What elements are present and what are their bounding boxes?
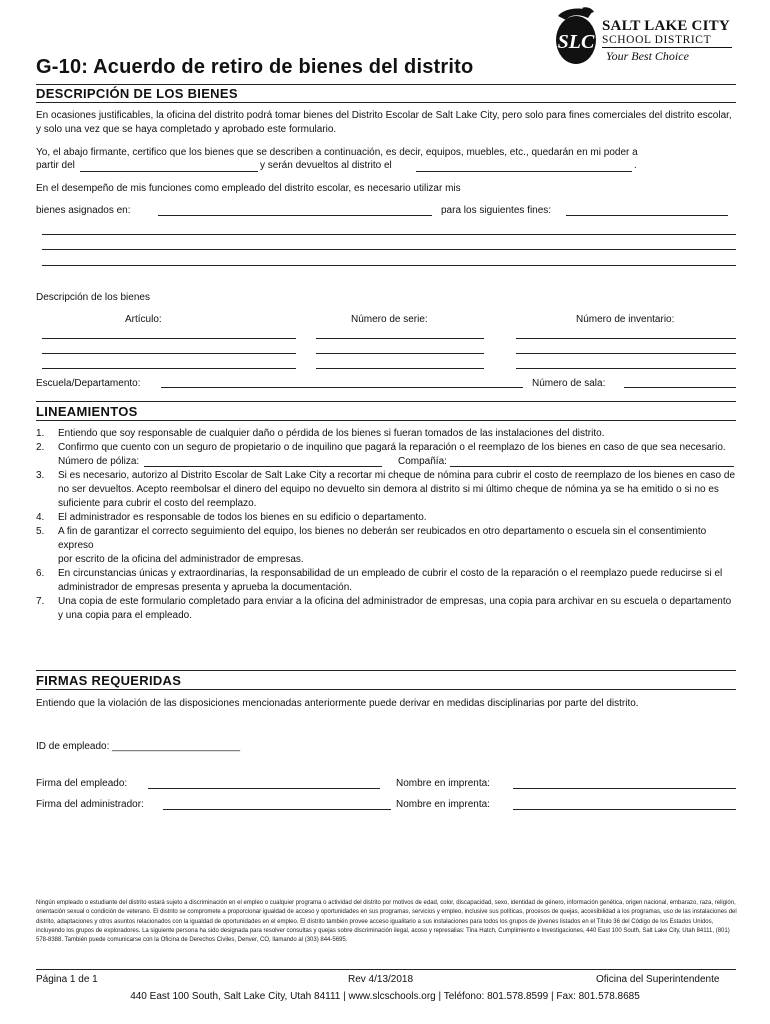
sala-label: Número de sala: <box>532 378 606 389</box>
desc-label: Descripción de los bienes <box>36 292 150 303</box>
guidelines-list <box>36 427 736 623</box>
list-item: 6. En circunstancias únicas y extraordinarias, la responsabilidad de un empleado de cubrir el costo de la reparación o el reemplazo puede reducirse si el administrador de empresas presenta y aprueba la documentación. <box>36 568 723 593</box>
articulo-field-3[interactable] <box>42 368 296 369</box>
district-address: 440 East 100 South, Salt Lake City, Utah 84111 | www.slcschools.org | Teléfono: 801.578.8599 | Fax: 801.578.8685 <box>130 991 640 1002</box>
revision-date: Rev 4/13/2018 <box>348 974 414 985</box>
logo-tagline: Your Best Choice <box>606 49 689 63</box>
col-inventario: Número de inventario: <box>576 314 675 325</box>
sala-field[interactable] <box>624 387 736 388</box>
articulo-field-1[interactable] <box>42 338 296 339</box>
poliza-field[interactable] <box>144 466 382 467</box>
logo-line2: SCHOOL DISTRICT <box>602 34 712 46</box>
page-title: G-10: Acuerdo de retiro de bienes del distrito <box>36 56 474 78</box>
logo-divider <box>602 47 732 48</box>
inventario-field-1[interactable] <box>516 338 736 339</box>
poliza-label: Número de póliza: <box>58 456 140 467</box>
office-name: Oficina del Superintendente <box>596 974 720 985</box>
fines-field[interactable] <box>566 215 728 216</box>
bienes-location-field[interactable] <box>158 215 432 216</box>
section-divider <box>36 84 736 85</box>
compania-label: Compañía: <box>398 456 447 467</box>
district-logo <box>552 6 748 68</box>
slc-monogram-icon <box>552 6 600 66</box>
footer-divider <box>36 969 736 970</box>
section-divider <box>36 401 736 402</box>
hasta-date-field[interactable] <box>416 171 632 172</box>
compania-field[interactable] <box>450 466 734 467</box>
duties-paragraph: En el desempeño de mis funciones como empleado del distrito escolar, es necesario utilizar mis <box>36 183 461 194</box>
bienes-label: bienes asignados en: <box>36 205 131 216</box>
desde-label: partir del <box>36 160 75 171</box>
list-item: 4. El administrador es responsable de todos los bienes en su edificio o departamento. <box>36 512 427 523</box>
hasta-label: y serán devueltos al distrito el <box>260 160 392 171</box>
fines-label: para los siguientes fines: <box>441 205 552 216</box>
section-divider <box>36 689 736 690</box>
section-divider <box>36 670 736 671</box>
list-item: 1. Entiendo que soy responsable de cualquier daño o pérdida de los bienes si fueran tomados de las instalaciones del distrito. <box>36 428 605 439</box>
desde-date-field[interactable] <box>80 171 258 172</box>
section-heading-firmas: FIRMAS REQUERIDAS <box>36 673 182 688</box>
employee-id-field[interactable]: ID de empleado: _______________________ <box>36 741 241 752</box>
list-item: 3. Si es necesario, autorizo al Distrito Escolar de Salt Lake City a recortar mi cheque de nómina para cubrir el costo de reemplazo de los bienes en caso de no ser devueltos. Acepto reembolsar el dinero del equipo no devuelto sin demora al distrito si mi último cheque de nómina ya se ha emitido o si no es suficiente para cubrir el costo del reemplazo. <box>36 470 736 509</box>
firma-admin-field[interactable] <box>163 809 391 810</box>
nombre-empleado-field[interactable] <box>513 788 736 789</box>
logo-line1: SALT LAKE CITY <box>602 18 730 34</box>
purpose-line-1[interactable] <box>42 234 736 235</box>
page-number: Página 1 de 1 <box>36 974 98 985</box>
purpose-line-3[interactable] <box>42 265 736 266</box>
section-divider <box>36 102 736 103</box>
certify-paragraph-line1: Yo, el abajo firmante, certifico que los bienes que se describen a continuación, es decir, equipos, muebles, etc., quedarán en mi poder a <box>36 147 638 158</box>
col-articulo: Artículo: <box>125 314 162 325</box>
inventario-field-2[interactable] <box>516 353 736 354</box>
articulo-field-2[interactable] <box>42 353 296 354</box>
escuela-label: Escuela/Departamento: <box>36 378 141 389</box>
violation-statement: Entiendo que la violación de las disposiciones mencionadas anteriormente puede derivar en medidas disciplinarias por parte del distrito. <box>36 698 639 709</box>
serie-field-2[interactable] <box>316 353 484 354</box>
nombre-admin-field[interactable] <box>513 809 736 810</box>
section-divider <box>36 420 736 421</box>
nombre-empleado-label: Nombre en imprenta: <box>396 778 490 789</box>
firma-empleado-label: Firma del empleado: <box>36 778 128 789</box>
serie-field-1[interactable] <box>316 338 484 339</box>
intro-paragraph: En ocasiones justificables, la oficina del distrito podrá tomar bienes del Distrito Escolar de Salt Lake City, pero solo para fines comerciales del distrito escolar, y solo una vez que se haya completado y aprobado este formulario. <box>36 110 732 135</box>
period-text: . <box>634 160 637 171</box>
list-item: 5. A fin de garantizar el correcto seguimiento del equipo, los bienes no deberán ser reubicados en otro departamento o escuela sin el consentimiento expreso por escrito de la oficina del administrador de empresas. <box>36 526 707 565</box>
nondiscrimination-disclaimer: Ningún empleado o estudiante del distrito estará sujeto a discriminación en el empleo o cualquier programa o actividad del distrito por motivos de edad, color, discapacidad, sexo, identidad de género, información genética, origen nacional, embarazo, raza, religión, orientación sexual o condición de veterano. El distrito se compromete a proporcionar igualdad de acceso y oportunidades en sus programas, servicios y empleo, inclusive sus políticas, procesos de quejas, accesibilidad a los programas, uso de las instalaciones del distrito, adaptaciones y otros asuntos relacionados con la igualdad de oportunidades en el empleo. El distrito también provee acceso igualitario a sus instalaciones para todos los grupos de jóvenes listados en el Título 36 del Código de los Estados Unidos, incluyendo los grupos de exploradores. La siguiente persona ha sido designada para resolver consultas y quejas sobre discriminación ilegal, acoso y represalias: Tina Hatch, Cumplimiento e Investigaciones, 440 East 100 South, Salt Lake City, Utah 84111, (801) 578-8388. También puede comunicarse con la Oficina de Derechos Civiles, Denver, CO, llamando al (303) 844-5695. <box>36 900 737 944</box>
escuela-field[interactable] <box>161 387 523 388</box>
firma-empleado-field[interactable] <box>148 788 380 789</box>
section-heading-lineamientos: LINEAMIENTOS <box>36 404 138 419</box>
purpose-line-2[interactable] <box>42 249 736 250</box>
svg-text:SLC: SLC <box>557 31 595 53</box>
firma-admin-label: Firma del administrador: <box>36 799 144 810</box>
col-serie: Número de serie: <box>351 314 428 325</box>
inventario-field-3[interactable] <box>516 368 736 369</box>
serie-field-3[interactable] <box>316 368 484 369</box>
list-item: 2. Confirmo que cuento con un seguro de propietario o de inquilino que pagará la reparación o el reemplazo de los bienes en caso de que sea necesario. Número de póliza: Compañía: <box>36 441 736 469</box>
nombre-admin-label: Nombre en imprenta: <box>396 799 490 810</box>
section-heading-descripcion: DESCRIPCIÓN DE LOS BIENES <box>36 86 238 101</box>
list-item: 7. Una copia de este formulario completado para enviar a la oficina del administrador de empresas, una copia para archivar en su escuela o departamento y una copia para el empleado. <box>36 596 732 621</box>
